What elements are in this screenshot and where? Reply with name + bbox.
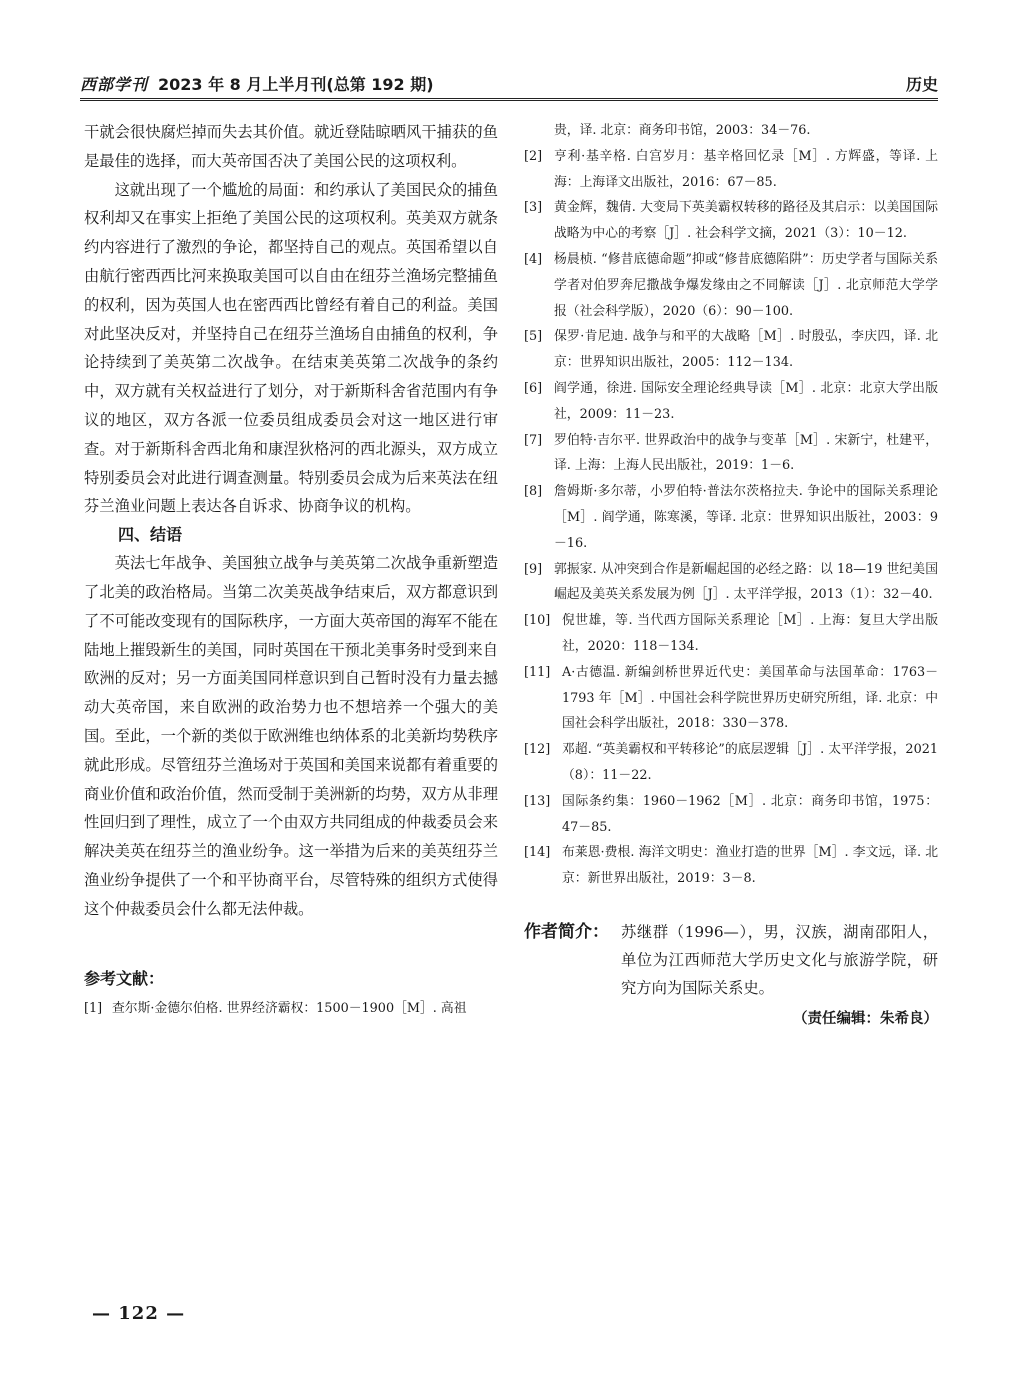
body-paragraph: 这就出现了一个尴尬的局面：和约承认了美国民众的捕鱼权利却又在事实上拒绝了美国公民的这项权利。英美双方就条约内容进行了激烈的争论，都坚持自己的观点。英国希望以自由航行密西西比河来换取美国可以自由在纽芬兰渔场完整捕鱼的权利，因为英国人也在密西西比曾经有着自己的利益。美国对此坚决反对，并坚持自己在纽芬兰渔场自由捕鱼的权利，争论持续到了美英第二次战争。在结束美英第二次战争的条约中，双方就有关权益进行了划分，对于新斯科舍省范围内有争议的地区，双方各派一位委员组成委员会对这一地区进行审查。对于新斯科舍西北角和康涅狄格河的西北源头，双方成立特别委员会对此进行调查测量。特别委员会成为后来英法在纽芬兰渔业问题上表达各自诉求、协商争议的机构。 <box>84 180 498 516</box>
issue-info: 2023 年 8 月上半月刊(总第 192 期) <box>158 75 434 94</box>
reference-text: 保罗·肯尼迪. 战争与和平的大战略［M］. 时殷弘，李庆四，译. 北京：世界知识出版社，2005：112－134. <box>554 329 938 371</box>
reference-continuation: 贵，译. 北京：商务印书馆，2003：34－76. <box>554 123 811 138</box>
reference-number: [6] <box>524 380 543 396</box>
left-column <box>84 118 498 1021</box>
references-heading: 参考文献： <box>84 968 165 988</box>
reference-text: 罗伯特·吉尔平. 世界政治中的战争与变革［M］. 宋新宁，杜建平，译. 上海：上海人民出版社，2019：1－6. <box>554 432 938 474</box>
reference-item <box>524 428 938 480</box>
reference-number: [5] <box>524 329 543 345</box>
reference-number: [13] <box>524 793 551 809</box>
editor-note: （责任编辑：朱希良） <box>793 1010 938 1027</box>
reference-item <box>524 557 938 609</box>
reference-number: [4] <box>524 251 543 267</box>
reference-text: 詹姆斯·多尔蒂，小罗伯特·普法尔茨格拉夫. 争论中的国际关系理论［M］. 阎学通，陈寒溪，等译. 北京：世界知识出版社，2003：9－16. <box>554 484 938 551</box>
reference-text: 黄金辉，魏倩. 大变局下英美霸权转移的路径及其启示：以美国国际战略为中心的考察［J］. 社会科学文摘，2021（3）：10－12. <box>554 200 938 242</box>
reference-item <box>524 479 938 556</box>
section-name: 历史 <box>905 75 938 94</box>
reference-item <box>524 789 938 841</box>
reference-item <box>524 324 938 376</box>
reference-text: 阎学通，徐进. 国际安全理论经典导读［M］. 北京：北京大学出版社，2009：11－23. <box>554 380 938 422</box>
reference-item <box>524 840 938 892</box>
reference-text: 布莱恩·费根. 海洋文明史：渔业打造的世界［M］. 李文远，译. 北京：新世界出版社，2019：3－8. <box>562 845 938 887</box>
reference-text: 查尔斯·金德尔伯格. 世界经济霸权：1500－1900［M］. 高祖 <box>112 1000 467 1016</box>
right-column <box>524 118 938 1032</box>
author-bio-text: 苏继群（1996—），男，汉族，湖南邵阳人，单位为江西师范大学历史文化与旅游学院，研究方向为国际关系史。 <box>621 922 938 997</box>
reference-number: [10] <box>524 613 551 629</box>
reference-number: [2] <box>524 148 543 164</box>
reference-number: [12] <box>524 742 551 758</box>
journal-logo: 西部学刊 <box>80 75 149 94</box>
reference-text: 杨晨桢. “修昔底德命题”抑或“修昔底德陷阱”：历史学者与国际关系学者对伯罗奔尼撒战争爆发缘由之不同解读［J］. 北京师范大学学报（社会科学版），2020（6）：90－100. <box>554 251 938 319</box>
reference-item <box>524 247 938 324</box>
reference-text: A·古德温. 新编剑桥世界近代史：美国革命与法国革命：1763－1793 年［M］. 中国社会科学院世界历史研究所组，译. 北京：中国社会科学出版社，2018：330－378. <box>562 664 938 732</box>
reference-number: [9] <box>524 561 543 577</box>
author-bio <box>524 918 938 1002</box>
reference-number: [1] <box>84 1000 103 1016</box>
reference-item <box>524 144 938 196</box>
header-rule <box>80 98 938 101</box>
reference-number: [7] <box>524 432 543 448</box>
reference-number: [11] <box>524 664 551 680</box>
reference-text: 倪世雄，等. 当代西方国际关系理论［M］. 上海：复旦大学出版社，2020：118－134. <box>562 613 938 654</box>
section-heading: 四、结语 <box>118 525 183 545</box>
reference-item <box>84 996 498 1022</box>
reference-text: 郭振家. 从冲突到合作是新崛起国的必经之路：以 18—19 世纪美国崛起及美英关系发展为例［J］. 太平洋学报，2013（1）：32－40. <box>554 561 938 603</box>
reference-item <box>524 608 938 660</box>
reference-number: [3] <box>524 200 543 216</box>
reference-text: 国际条约集：1960－1962［M］. 北京：商务印书馆，1975：47－85. <box>562 793 938 835</box>
reference-text: 亨利·基辛格. 白宫岁月：基辛格回忆录［M］. 方辉盛，等译. 上海：上海译文出版社，2016：67－85. <box>554 148 938 190</box>
body-paragraph: 干就会很快腐烂掉而失去其价值。就近登陆晾晒风干捕获的鱼是最佳的选择，而大英帝国否决了美国公民的这项权利。 <box>84 123 498 170</box>
reference-number: [14] <box>524 845 551 861</box>
reference-item <box>524 376 938 428</box>
running-header <box>80 70 938 100</box>
reference-item <box>524 195 938 247</box>
page-number: — 122 — <box>92 1303 186 1324</box>
reference-item <box>524 737 938 789</box>
reference-list <box>524 144 938 892</box>
reference-number: [8] <box>524 484 543 500</box>
reference-text: 邓超. “英美霸权和平转移论”的底层逻辑［J］. 太平洋学报，2021（8）：11－22. <box>562 742 938 783</box>
body-paragraph: 英法七年战争、美国独立战争与美英第二次战争重新塑造了北美的政治格局。当第二次美英战争结束后，双方都意识到了不可能改变现有的国际秩序，一方面大英帝国的海军不能在陆地上摧毁新生的美国，同时英国在干预北美事务时受到来自欧洲的反对；另一方面美国同样意识到自己暂时没有力量去撼动大英帝国，来自欧洲的政治势力也不想培养一个强大的美国。至此，一个新的类似于欧洲维也纳体系的北美新均势秩序就此形成。尽管纽芬兰渔场对于英国和美国来说都有着重要的商业价值和政治价值，然而受制于美洲新的均势，双方从非理性回归到了理性，成立了一个由双方共同组成的仲裁委员会来解决美英在纽芬兰的渔业纷争。这一举措为后来的美英纽芬兰渔业纷争提供了一个和平协商平台，尽管特殊的组织方式使得这个仲裁委员会什么都无法仲裁。 <box>84 554 498 918</box>
reference-item <box>524 660 938 737</box>
author-bio-label: 作者简介： <box>524 921 609 942</box>
